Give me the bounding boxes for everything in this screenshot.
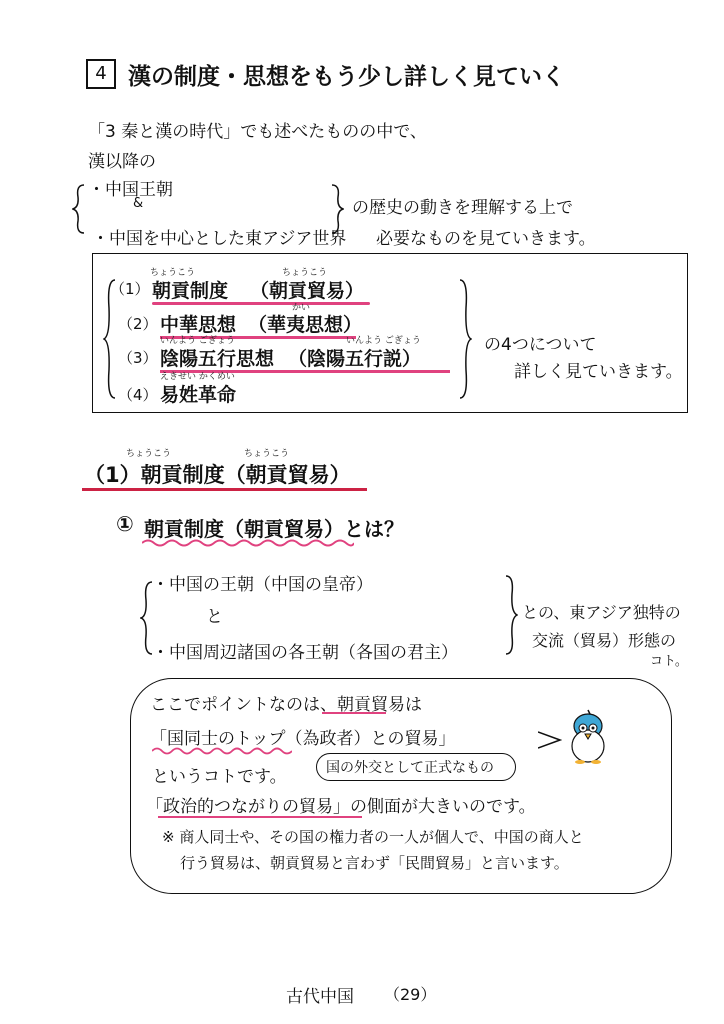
list-item-2-num: （2） <box>118 315 158 333</box>
section1-title: （1）朝貢制度（朝貢貿易） <box>84 463 351 487</box>
callout-line4: 「政治的つながりの貿易」の側面が大きいのです。 <box>146 797 536 817</box>
intro-amp: & <box>133 196 144 211</box>
list-item-2-furi-paren: かい <box>292 303 311 313</box>
callout-line2-wavy-underline <box>152 746 292 756</box>
list-item-3-main: 陰陽五行思想 <box>160 348 275 370</box>
list-item-1-main: 朝貢制度 <box>152 280 229 302</box>
callout-tail <box>538 730 562 750</box>
list-item-4-main: 易姓革命 <box>160 384 237 406</box>
intro-after2: 必要なものを見ていきます。 <box>376 229 596 249</box>
intro-right-brace <box>330 183 344 235</box>
list-note1: の4つについて <box>484 335 597 355</box>
intro-line2: 漢以降の <box>88 152 156 172</box>
section1-furi-1: ちょうこう <box>126 449 172 459</box>
page-number: （29） <box>384 985 437 1004</box>
list-item-1-paren: （朝貢貿易） <box>250 280 365 302</box>
definition-side3: コト。 <box>650 654 688 669</box>
callout-note1: ※ 商人同士や、その国の権力者の一人が個人で、中国の商人と <box>162 828 584 846</box>
section1-title-underline <box>82 488 367 491</box>
heading-number-box <box>86 59 116 89</box>
definition-side1: との、東アジア独特の <box>522 603 681 622</box>
list-item-4-num: （4） <box>118 386 158 404</box>
list-item-3-furi-main: いんよう ごぎょう <box>160 336 235 346</box>
definition-side2: 交流（貿易）形態の <box>532 631 677 650</box>
definition-row1: ・中国の王朝（中国の皇帝） <box>152 575 373 595</box>
list-item-1-num: （1） <box>110 280 150 298</box>
list-right-brace <box>458 278 472 400</box>
definition-row2: ・中国周辺諸国の各王朝（各国の君主） <box>152 643 458 663</box>
subsection-number: ① <box>116 512 134 536</box>
subsection-title: 朝貢制度（朝貢貿易）とは？ <box>144 517 404 541</box>
list-item-4-furi-main: えきせい かくめい <box>160 372 235 382</box>
list-note2: 詳しく見ていきます。 <box>514 362 683 382</box>
intro-item1: ・中国王朝 <box>88 180 173 200</box>
callout-note2: 行う貿易は、朝貢貿易と言わず「民間貿易」と言います。 <box>180 854 569 872</box>
footer-label: 古代中国 <box>286 987 354 1007</box>
callout-line1: ここでポイントなのは、朝貢貿易は <box>150 695 422 715</box>
callout-line1-underline <box>322 712 386 714</box>
callout-bubble-text: 国の外交として正式なもの <box>326 760 494 776</box>
intro-item2: ・中国を中心とした東アジア世界 <box>92 229 347 249</box>
list-item-3-furi-paren: いんよう ごぎょう <box>346 336 421 346</box>
list-item-1-furi-paren: ちょうこう <box>282 268 328 278</box>
list-item-1-underline <box>152 302 370 305</box>
heading-number: 4 <box>95 63 107 84</box>
callout-line4-underline <box>158 816 362 818</box>
subsection-wavy-underline <box>142 538 354 548</box>
page-heading: 漢の制度・思想をもう少し詳しく見ていく <box>128 64 565 90</box>
list-item-3-num: （3） <box>118 349 158 367</box>
list-item-2-paren: （華夷思想） <box>248 314 363 336</box>
definition-and: と <box>206 607 223 627</box>
intro-after1: の歴史の動きを理解する上で <box>352 198 573 218</box>
callout-line2: 「国同士のトップ（為政者）との貿易」 <box>150 729 456 749</box>
callout-line3: というコトです。 <box>152 767 287 787</box>
section1-furi-2: ちょうこう <box>244 449 290 459</box>
intro-left-brace <box>72 183 86 235</box>
definition-right-brace <box>504 574 518 656</box>
list-item-2-main: 中華思想 <box>160 314 237 336</box>
intro-line1: 「3 秦と漢の時代」でも述べたものの中で、 <box>88 122 427 142</box>
list-item-1-furi-main: ちょうこう <box>150 268 196 278</box>
bird-mascot-icon <box>562 706 614 764</box>
list-item-3-paren: （陰陽五行説） <box>288 348 422 370</box>
